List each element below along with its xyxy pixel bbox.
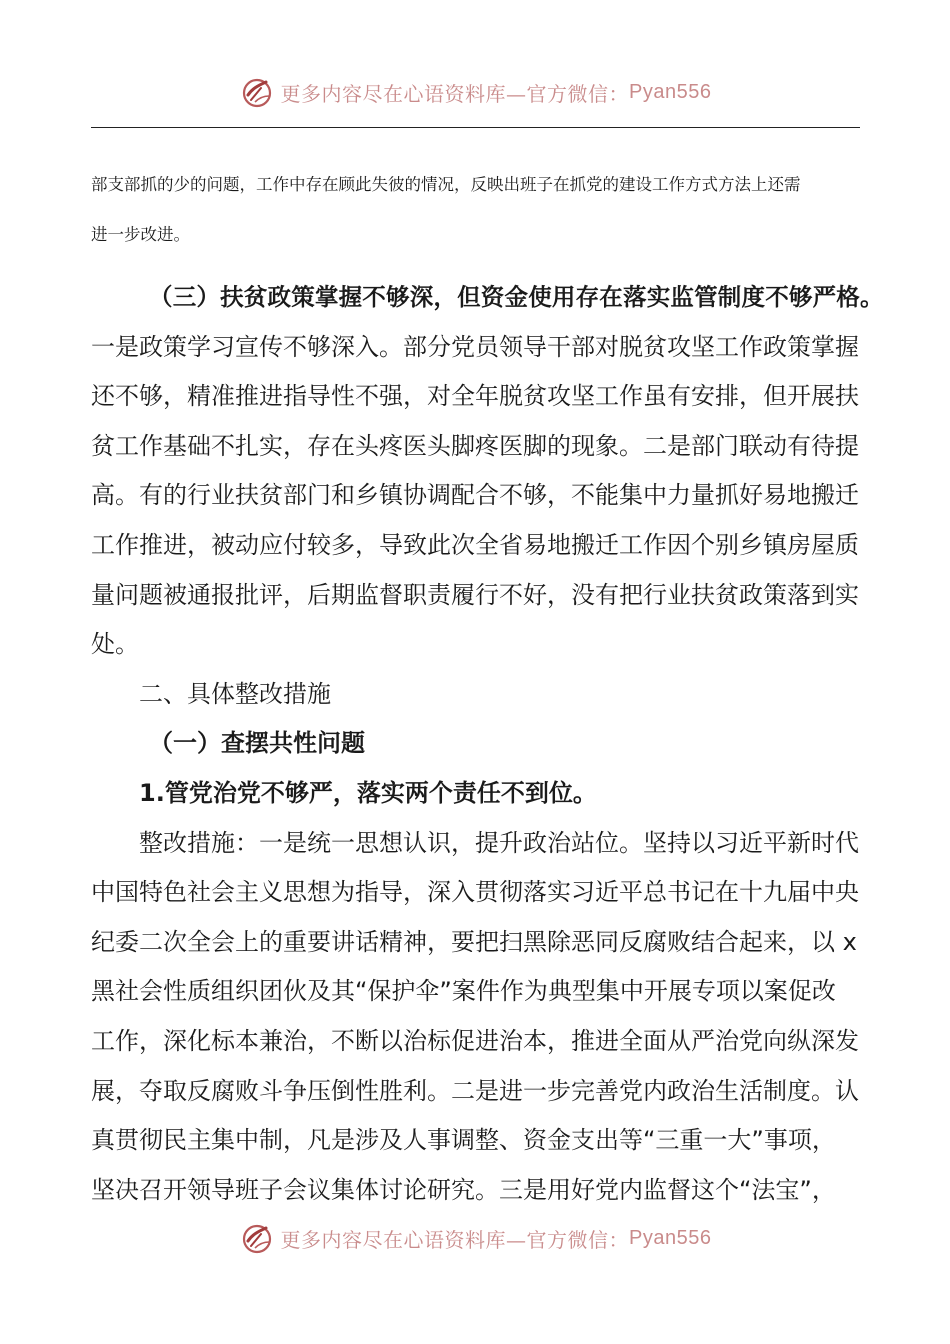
watermark-wechat-id: Pyan556 bbox=[629, 80, 712, 103]
para-three-line: 一是政策学习宣传不够深入。部分党员领导干部对脱贫攻坚工作政策掌握 bbox=[91, 332, 859, 361]
measures-line: 中国特色社会主义思想为指导，深入贯彻落实习近平总书记在十九届中央 bbox=[91, 878, 859, 907]
item-one-title: 1.管党治党不够严，落实两个责任不到位。 bbox=[139, 778, 597, 807]
para-three-line: 还不够，精准推进指导性不强，对全年脱贫攻坚工作虽有安排，但开展扶 bbox=[91, 382, 859, 411]
para-three-line: 处。 bbox=[91, 630, 139, 659]
continuation-line: 部支部抓的少的问题，工作中存在顾此失彼的情况，反映出班子在抓党的建设工作方式方法上还需 bbox=[91, 175, 801, 194]
measures-line: 坚决召开领导班子会议集体讨论研究。三是用好党内监督这个“法宝”， bbox=[91, 1175, 836, 1204]
watermark-text: 更多内容尽在心语资料库—官方微信： bbox=[280, 81, 630, 106]
section-two-title: 二、具体整改措施 bbox=[139, 679, 331, 708]
measures-line: 工作，深化标本兼治，不断以治标促进治本，推进全面从严治党向纵深发 bbox=[91, 1026, 859, 1055]
measures-line: 整改措施：一是统一思想认识，提升政治站位。坚持以习近平新时代 bbox=[139, 828, 859, 857]
measures-line: 黑社会性质组织团伙及其“保护伞”案件作为典型集中开展专项以案促改 bbox=[91, 977, 836, 1006]
document-body bbox=[91, 160, 884, 1215]
measures-line: 纪委二次全会上的重要讲话精神，要把扫黑除恶同反腐败结合起来，以 x bbox=[91, 927, 857, 956]
watermark-text: 更多内容尽在心语资料库—官方微信： bbox=[280, 1227, 630, 1252]
brush-logo-icon bbox=[239, 74, 275, 110]
brush-logo-icon bbox=[239, 1220, 275, 1256]
header-watermark bbox=[0, 72, 950, 112]
subsection-one-title: （一）查摆共性问题 bbox=[149, 729, 365, 758]
para-three-line: 工作推进，被动应付较多，导致此次全省易地搬迁工作因个别乡镇房屋质 bbox=[91, 530, 859, 559]
heading-three: （三）扶贫政策掌握不够深，但资金使用存在落实监管制度不够严格。 bbox=[149, 283, 884, 311]
para-three-line: 量问题被通报批评，后期监督职责履行不好，没有把行业扶贫政策落到实 bbox=[91, 580, 859, 609]
header-divider bbox=[91, 127, 860, 128]
measures-line: 真贯彻民主集中制，凡是涉及人事调整、资金支出等“三重一大”事项， bbox=[91, 1126, 836, 1155]
para-three-line: 高。有的行业扶贫部门和乡镇协调配合不够，不能集中力量抓好易地搬迁 bbox=[91, 481, 859, 510]
para-three-line: 贫工作基础不扎实，存在头疼医头脚疼医脚的现象。二是部门联动有待提 bbox=[91, 431, 859, 460]
measures-line: 展，夺取反腐败斗争压倒性胜利。二是进一步完善党内政治生活制度。认 bbox=[91, 1076, 859, 1105]
watermark-wechat-id: Pyan556 bbox=[629, 1226, 712, 1249]
continuation-line: 进一步改进。 bbox=[91, 225, 190, 244]
footer-watermark bbox=[0, 1218, 950, 1258]
